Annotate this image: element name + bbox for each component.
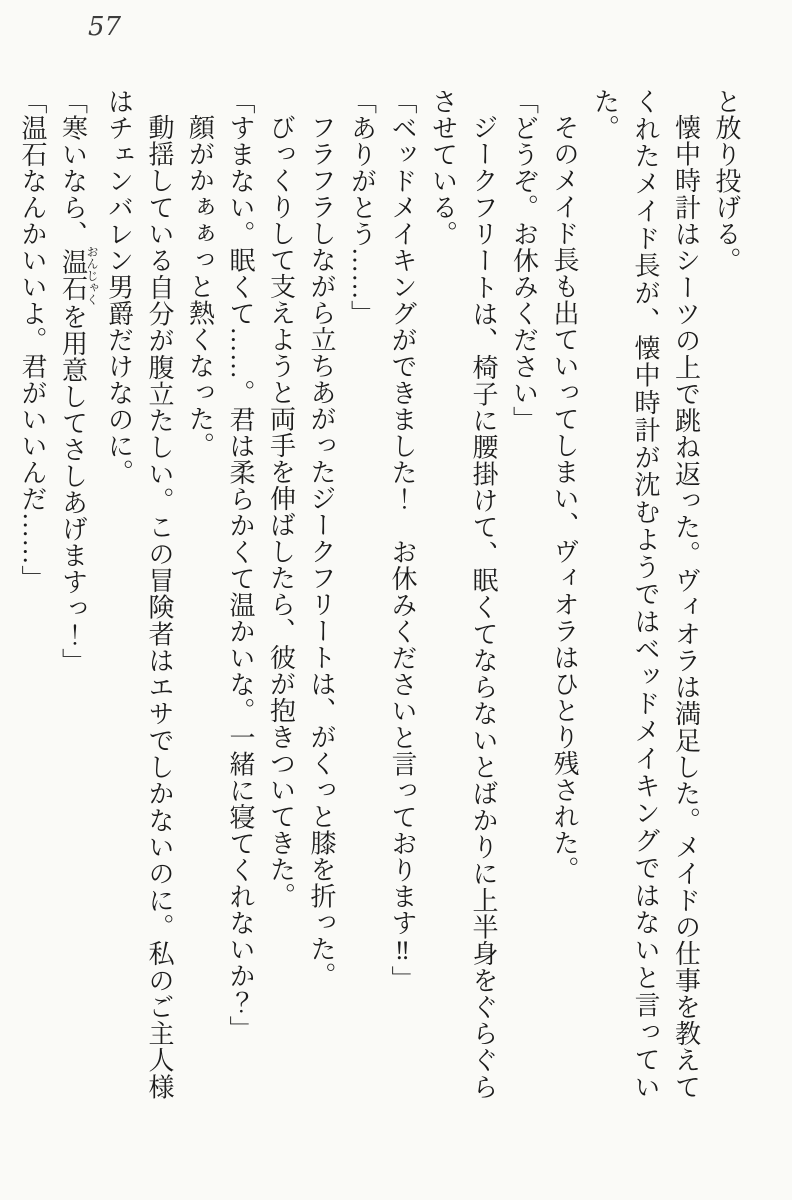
paragraph: 「温石なんかいいよ。君がいいんだ……」 bbox=[18, 88, 47, 592]
paragraph: 顔がかぁぁっと熱くなった。 bbox=[185, 114, 215, 459]
paragraph: 「すまない。眠くて……。君は柔らかくて温かいな。一緒に寝てくれないか？」 bbox=[226, 88, 255, 1042]
paragraph: 「ありがとう……」 bbox=[347, 88, 377, 327]
paragraph: びっくりして支えようと両手を伸ばしたら、彼が抱きついてきた。 bbox=[266, 114, 296, 909]
paragraph: 「ベッドメイキングができました！ お休みくださいと言っております‼」 bbox=[388, 88, 417, 992]
page-text-block bbox=[12, 88, 747, 1100]
page-number: 57 bbox=[88, 12, 122, 42]
paragraph: 懐中時計はシーツの上で跳ね返った。ヴィオラは満足した。メイドの仕事を教えてくれたメイド長が、懐中時計が沈むようではベッドメイキングではないと言っていた。 bbox=[590, 88, 701, 1100]
paragraph: 動揺している自分が腹立たしい。この冒険者はエサでしかないのに。私のご主人様はチェンバレン男爵だけなのに。 bbox=[104, 88, 174, 1100]
paragraph: ジークフリートは、椅子に腰掛けて、眠くてならないとばかりに上半身をぐらぐらさせている。 bbox=[428, 88, 498, 1100]
ruby-annotated-word: 温石おんじゃく bbox=[58, 245, 99, 306]
paragraph: フラフラしながら立ちあがったジークフリートは、がくっと膝を折った。 bbox=[307, 114, 336, 989]
paragraph: 「寒いなら、温石おんじゃくを用意してさしあげますっ！」 bbox=[58, 88, 99, 675]
paragraph: 「どうぞ。お休みください」 bbox=[509, 88, 539, 433]
paragraph: そのメイド長も出ていってしまい、ヴィオラはひとり残された。 bbox=[550, 114, 579, 883]
furigana: おんじゃく bbox=[85, 245, 99, 306]
paragraph: と放り投げる。 bbox=[712, 88, 741, 274]
